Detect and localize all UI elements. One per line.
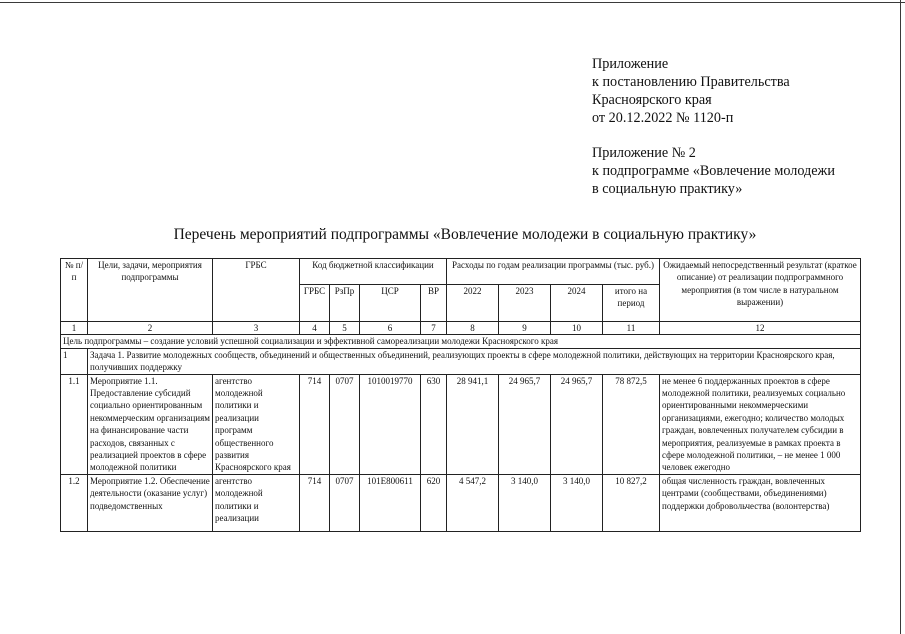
header-goals: Цели, задачи, мероприятия подпрограммы bbox=[88, 259, 213, 322]
document-title: Перечень мероприятий подпрограммы «Вовлечение молодежи в социальную практику» bbox=[173, 226, 757, 243]
header-gap bbox=[592, 127, 892, 144]
header-2022: 2022 bbox=[447, 285, 499, 322]
measure-name: Мероприятие 1.2. Обеспечение деятельности (оказание услуг) подведомственных bbox=[88, 474, 213, 531]
row-number: 1.2 bbox=[61, 474, 88, 531]
header-grbs: ГРБС bbox=[300, 285, 330, 322]
column-number: 11 bbox=[603, 322, 660, 335]
rzpr-code: 0707 bbox=[330, 474, 360, 531]
column-number: 4 bbox=[300, 322, 330, 335]
column-number: 1 bbox=[61, 322, 88, 335]
column-number: 9 bbox=[499, 322, 551, 335]
expense-total: 78 872,5 bbox=[603, 374, 660, 474]
table-row bbox=[61, 474, 861, 531]
header-csr: ЦСР bbox=[360, 285, 421, 322]
header-no: № п/п bbox=[61, 259, 88, 322]
column-number: 3 bbox=[213, 322, 300, 335]
row-number: 1.1 bbox=[61, 374, 88, 474]
header-expenses: Расходы по годам реализации программы (тыс. руб.) bbox=[447, 259, 660, 285]
column-number: 6 bbox=[360, 322, 421, 335]
header-vr: ВР bbox=[421, 285, 447, 322]
column-number: 2 bbox=[88, 322, 213, 335]
task-text: Задача 1. Развитие молодежных сообществ, объединений и общественных объединений, реализующих проекты в сфере молодежной политики, действующих на территории Красноярского края, получивших поддержку bbox=[88, 348, 861, 374]
appendix-line: в социальную практику» bbox=[592, 181, 743, 197]
header-budget-code: Код бюджетной классификации bbox=[300, 259, 447, 285]
appendix-line: от 20.12.2022 № 1120-п bbox=[592, 110, 734, 126]
header-total: итого на период bbox=[603, 285, 660, 322]
goal-text: Цель подпрограммы – создание условий успешной социализации и эффективной самореализации молодежи Красноярского края bbox=[61, 335, 861, 348]
column-number: 12 bbox=[660, 322, 861, 335]
appendix-line: Красноярского края bbox=[592, 92, 712, 108]
appendix-line: к постановлению Правительства bbox=[592, 74, 790, 90]
expected-result: не менее 6 поддержанных проектов в сфере молодежной политики, реализуемых социально ориентированными некоммерческими организациями, ежегодно; количество молодых граждан, вовлеченных получателем субсидии в мероприятия, реализуемые в рамках проекта в сфере молодежной политики, – не менее 1 000 человек ежегодно bbox=[660, 374, 861, 474]
csr-code: 101Е800611 bbox=[360, 474, 421, 531]
measures-table bbox=[60, 258, 861, 532]
expense-2022: 28 941,1 bbox=[447, 374, 499, 474]
header-2023: 2023 bbox=[499, 285, 551, 322]
column-number: 8 bbox=[447, 322, 499, 335]
column-numbers-row bbox=[61, 322, 861, 335]
table-row bbox=[61, 374, 861, 474]
appendix-header bbox=[592, 55, 892, 198]
header-2024: 2024 bbox=[551, 285, 603, 322]
vr-code: 630 bbox=[421, 374, 447, 474]
appendix-line: Приложение bbox=[592, 56, 669, 72]
expense-2024: 3 140,0 bbox=[551, 474, 603, 531]
appendix-line: Приложение № 2 bbox=[592, 145, 696, 161]
grbs-code: 714 bbox=[300, 474, 330, 531]
page-edge-top bbox=[0, 2, 905, 3]
grbs-name: агентство молодежной политики и реализации bbox=[213, 474, 300, 531]
expense-2024: 24 965,7 bbox=[551, 374, 603, 474]
header-grbs-name: ГРБС bbox=[213, 259, 300, 322]
column-number: 10 bbox=[551, 322, 603, 335]
expense-2023: 24 965,7 bbox=[499, 374, 551, 474]
goal-row bbox=[61, 335, 861, 348]
column-number: 5 bbox=[330, 322, 360, 335]
header-result: Ожидаемый непосредственный результат (краткое описание) от реализации подпрограммного мероприятия (в том числе в натуральном выражении) bbox=[660, 259, 861, 322]
appendix-line: к подпрограмме «Вовлечение молодежи bbox=[592, 163, 835, 179]
expense-2023: 3 140,0 bbox=[499, 474, 551, 531]
expense-2022: 4 547,2 bbox=[447, 474, 499, 531]
csr-code: 1010019770 bbox=[360, 374, 421, 474]
rzpr-code: 0707 bbox=[330, 374, 360, 474]
measure-name: Мероприятие 1.1. Предоставление субсидий социально ориентированным некоммерческим организациям на финансирование части расходов, связанных с реализацией проектов в сфере молодежной политики bbox=[88, 374, 213, 474]
column-number: 7 bbox=[421, 322, 447, 335]
task-row bbox=[61, 348, 861, 374]
expected-result: общая численность граждан, вовлеченных центрами (сообществами, объединениями) поддержки добровольчества (волонтерства) bbox=[660, 474, 861, 531]
expense-total: 10 827,2 bbox=[603, 474, 660, 531]
vr-code: 620 bbox=[421, 474, 447, 531]
page-edge-right bbox=[900, 0, 901, 634]
header-rzpr: РзПр bbox=[330, 285, 360, 322]
grbs-name: агентство молодежной политики и реализации программ общественного развития Красноярского края bbox=[213, 374, 300, 474]
task-number: 1 bbox=[61, 348, 88, 374]
grbs-code: 714 bbox=[300, 374, 330, 474]
